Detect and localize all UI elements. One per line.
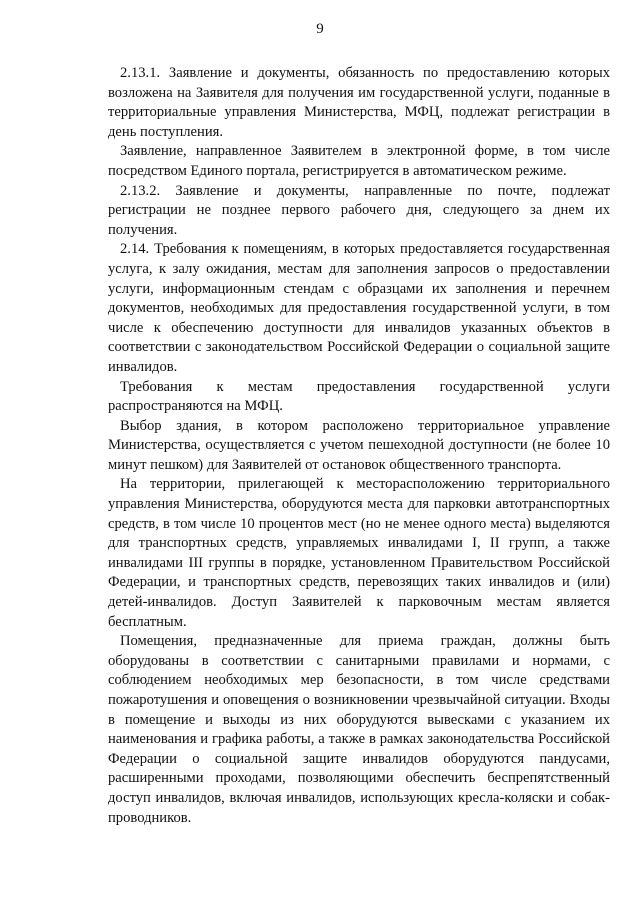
paragraph-electronic-registration: Заявление, направленное Заявителем в электронной форме, в том числе посредством Единого портала, регистрируется в автоматическом режиме.	[108, 143, 610, 179]
document-body	[108, 64, 610, 828]
paragraph-2-14: 2.14. Требования к помещениям, в которых предоставляется государственная услуга, к залу ожидания, местам для заполнения запросов о предоставлении услуги, информационным стендам с образцами их заполнения и перечнем документов, необходимых для предоставления государственной услуги, в том числе к обеспечению доступности для инвалидов указанных объектов в соответствии с законодательством Российской Федерации о социальной защите инвалидов.	[108, 241, 610, 375]
paragraph-2-13-2: 2.13.2. Заявление и документы, направленные по почте, подлежат регистрации не позднее первого рабочего дня, следующего за днем их получения.	[108, 182, 610, 238]
page-number: 9	[316, 21, 324, 37]
paragraph-mfc-requirements: Требования к местам предоставления государственной услуги распространяются на МФЦ.	[108, 378, 610, 415]
paragraph-parking: На территории, прилегающей к месторасположению территориального управления Министерства, оборудуются места для парковки автотранспортных средств, в том числе 10 процентов мест (но не менее одного места) выделяются для транспортных средств, управляемых инвалидами I, II групп, а также инвалидами III группы в порядке, установленном Правительством Российской Федерации, и транспортных средств, перевозящих таких инвалидов и (или) детей-инвалидов. Доступ Заявителей к парковочным местам является бесплатным.	[108, 476, 610, 630]
paragraph-2-13-1: 2.13.1. Заявление и документы, обязанность по предоставлению которых возложена на Заявителя для получения им государственной услуги, поданные в территориальные управления Министерства, МФЦ, подлежат регистрации в день поступления.	[108, 65, 610, 140]
paragraph-building-choice: Выбор здания, в котором расположено территориальное управление Министерства, осуществляется с учетом пешеходной доступности (не более 10 минут пешком) для Заявителей от остановок общественного транспорта.	[108, 417, 610, 473]
paragraph-premises: Помещения, предназначенные для приема граждан, должны быть оборудованы в соответствии с санитарными правилами и нормами, с соблюдением необходимых мер безопасности, в том числе средствами пожаротушения и оповещения о возникновении чрезвычайной ситуации. Входы в помещение и выходы из них оборудуются вывесками с указанием их наименования и графика работы, а также в рамках законодательства Российской Федерации о социальной защите инвалидов оборудуются пандусами, расширенными проходами, позволяющими обеспечить беспрепятственный доступ инвалидов, включая инвалидов, использующих кресла-коляски и собак-проводников.	[108, 633, 610, 826]
